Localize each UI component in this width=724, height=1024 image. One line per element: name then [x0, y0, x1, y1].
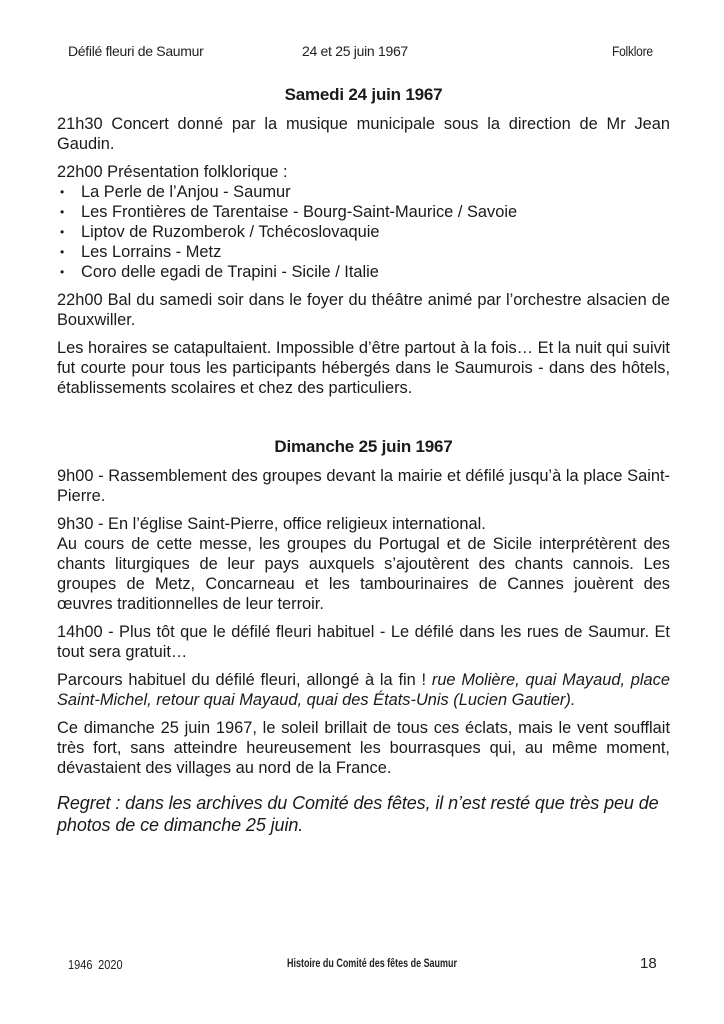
bal-paragraph: 22h00 Bal du samedi soir dans le foyer du théâtre animé par l’orchestre alsacien de Bouxwiller. — [57, 291, 670, 329]
route-intro: Parcours habituel du défilé fleuri, allongé à la fin ! — [57, 671, 432, 689]
list-item-text: Coro delle egadi de Trapini - Sicile / Italie — [81, 263, 379, 281]
route-streets: rue Molière, quai Mayaud, place Saint-Michel, retour quai Mayaud, quai des États-Unis (Lucien Gautier). — [57, 671, 670, 709]
list-item — [57, 242, 670, 262]
route-paragraph — [57, 670, 670, 710]
folklore-group-list — [57, 182, 670, 282]
concert-paragraph: 21h30 Concert donné par la musique municipale sous la direction de Mr Jean Gaudin. — [57, 115, 670, 153]
list-item — [57, 222, 670, 242]
regret-note: Regret : dans les archives du Comité des fêtes, il n’est resté que très peu de photos de ce dimanche 25 juin. — [57, 793, 659, 835]
bullet-icon: • — [60, 185, 65, 199]
list-item — [57, 262, 670, 282]
parade-paragraph: 14h00 - Plus tôt que le défilé fleuri habituel - Le défilé dans les rues de Saumur. Et tout sera gratuit… — [57, 623, 670, 661]
list-item-text: Liptov de Ruzomberok / Tchécoslovaquie — [81, 223, 380, 241]
bullet-icon: • — [60, 265, 65, 279]
saturday-title: Samedi 24 juin 1967 — [284, 85, 443, 104]
header-category: Folklore — [612, 43, 653, 59]
section-spacer — [57, 406, 670, 436]
footer-book-title: Histoire du Comité des fêtes de Saumur — [287, 958, 457, 970]
list-item — [57, 182, 670, 202]
footer-years: 1946 2020 — [68, 958, 123, 972]
header-left-title: Défilé fleuri de Saumur — [68, 43, 204, 59]
list-item-text: Les Lorrains - Metz — [81, 243, 222, 261]
sunday-title: Dimanche 25 juin 1967 — [274, 437, 453, 456]
weather-paragraph: Ce dimanche 25 juin 1967, le soleil brillait de tous ces éclats, mais le vent soufflait très fort, sans atteindre heureusement les bourrasques qui, au même moment, dévastaient des villages au nord de la France. — [57, 719, 670, 777]
list-item — [57, 202, 670, 222]
page-content — [57, 84, 670, 836]
bullet-icon: • — [60, 245, 65, 259]
mass-line: 9h30 - En l’église Saint-Pierre, office religieux international. — [57, 515, 486, 533]
bullet-icon: • — [60, 205, 65, 219]
mass-detail-paragraph: Au cours de cette messe, les groupes du Portugal et de Sicile interprétèrent des chants liturgiques de leur pays auxquels s’ajoutèrent des chants cannois. Les groupes de Metz, Concarneau et les tambourinaires de Cannes jouèrent des œuvres traditionnelles de leur terroir. — [57, 535, 670, 613]
header-date: 24 et 25 juin 1967 — [302, 43, 408, 59]
night-paragraph: Les horaires se catapultaient. Impossible d’être partout à la fois… Et la nuit qui suivit fut courte pour tous les participants hébergés dans le Saumurois - dans des hôtels, établissements scolaires et chez des particuliers. — [57, 339, 670, 397]
bullet-icon: • — [60, 225, 65, 239]
gathering-paragraph: 9h00 - Rassemblement des groupes devant la mairie et défilé jusqu’à la place Saint-Pierre. — [57, 467, 670, 505]
sunday-section — [57, 436, 670, 836]
presentation-intro: 22h00 Présentation folklorique : — [57, 163, 288, 181]
page-number: 18 — [640, 955, 657, 972]
list-item-text: La Perle de l’Anjou - Saumur — [81, 183, 291, 201]
saturday-section — [57, 84, 670, 398]
list-item-text: Les Frontières de Tarentaise - Bourg-Saint-Maurice / Savoie — [81, 203, 518, 221]
